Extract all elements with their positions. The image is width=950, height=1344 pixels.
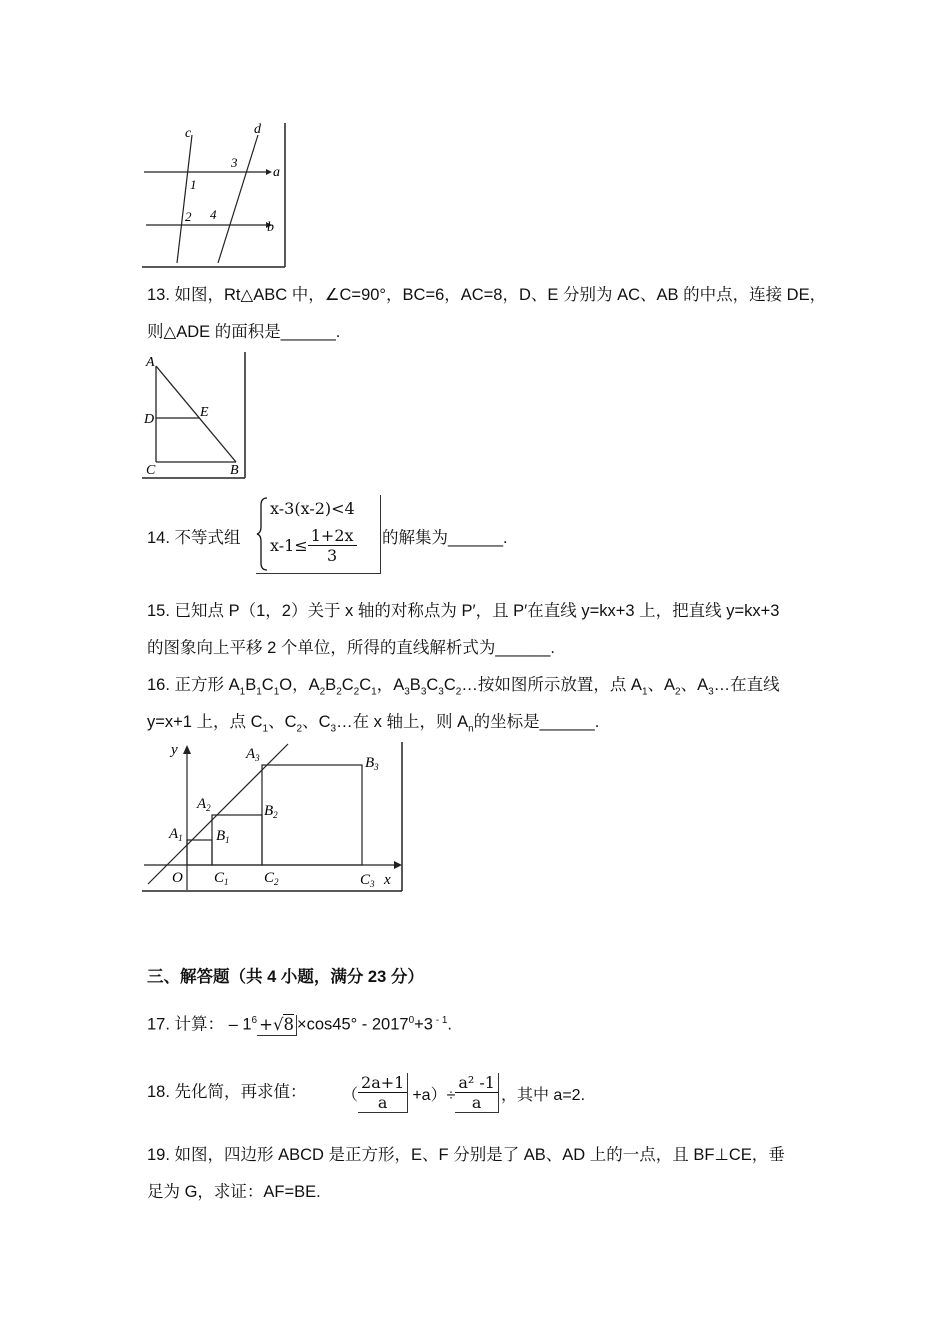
label-B2 — [264, 803, 278, 820]
q16-text-e: 、A — [647, 676, 676, 694]
q17-rest: ×cos45° - 2017 — [296, 1015, 409, 1034]
label-D: D — [144, 412, 155, 427]
q18-prefix: 18. 先化简，再求值： — [147, 1083, 307, 1101]
angle-2: 2 — [185, 209, 192, 224]
q17-radicand: 8 — [283, 1014, 294, 1034]
label-A1 — [168, 826, 183, 843]
q15-line1: 15. 已知点 P（1，2）关于 x 轴的对称点为 P′，且 P′在直线 y=kx+3 上，把直线 y=kx+3 — [147, 602, 780, 620]
label-E: E — [200, 405, 209, 420]
q18-suffix: ，其中 a=2. — [500, 1086, 586, 1104]
q16-text-d: …按如图所示放置，点 A — [461, 676, 642, 694]
q17-exp: 6 — [251, 1015, 258, 1026]
label-b: b — [267, 220, 274, 235]
q18-num1: 2a+1 — [358, 1073, 407, 1093]
label-C2 — [264, 870, 279, 887]
q14-suffix: 的解集为______. — [382, 529, 508, 547]
label-C1 — [214, 870, 229, 887]
label-C3 — [360, 872, 375, 889]
q18-mid: +a）÷ — [412, 1086, 456, 1104]
q17-plus: + — [259, 1014, 273, 1034]
q18-den2: a — [471, 1093, 482, 1112]
q18-fraction2 — [455, 1073, 499, 1113]
triangle-figure — [142, 352, 248, 480]
q16-text-h: y=x+1 上，点 C — [147, 713, 263, 731]
q16-text-j: 、C — [302, 713, 331, 731]
q13-line2: 则△ADE 的面积是______. — [147, 323, 341, 341]
q16-text-l: 的坐标是______. — [473, 713, 600, 731]
q17-prefix: 17. 计算： – 1 — [147, 1015, 252, 1034]
svg-text:B3: $B_3$ — [365, 755, 379, 772]
q19-line2: 足为 G，求证：AF=BE. — [147, 1183, 321, 1201]
svg-text:C1: $C_1$ — [214, 870, 229, 887]
q18-expression: （ $\frac{2a+1}{a}$ +a）÷ $\frac{\text{a² -1}}{a}$ ，其中 a=2. — [342, 1073, 586, 1112]
inequality-system — [256, 495, 381, 574]
q16-text-i: 、C — [268, 713, 297, 731]
q18-den1: a — [377, 1093, 388, 1112]
q14-prefix: 14. 不等式组 — [147, 529, 241, 547]
q17-rest2: +3 — [414, 1015, 433, 1034]
q16-line2: y=x+1 上，点 $C_1$、$C_2$、$C_3\dots$在 x 轴上，则 $A_n$的坐标是______. — [147, 713, 600, 735]
label-A2 — [196, 796, 211, 813]
q16-text-k: …在 x 轴上，则 A — [336, 713, 469, 731]
q19-line1: 19. 如图，四边形 ABCD 是正方形，E、F 分别是了 AB、AD 上的一点，且 BF⊥CE，垂 — [147, 1146, 785, 1164]
q16-text-c: ，A — [376, 676, 405, 694]
q15-line2: 的图象向上平移 2 个单位，所得的直线解析式为______. — [147, 639, 555, 657]
label-A3 — [245, 746, 260, 763]
parallel-lines-figure — [142, 123, 288, 269]
label-B1 — [216, 828, 230, 845]
svg-text:A3: $A_3$ — [246, 746, 260, 763]
section-title: 三、解答题（共 4 小题，满分 23 分） — [147, 968, 424, 986]
q18-fraction1 — [358, 1073, 408, 1113]
label-A: A — [146, 355, 155, 370]
label-O: O — [172, 870, 183, 886]
svg-text:C2: $C_2$ — [264, 870, 279, 887]
squares-figure — [142, 742, 406, 894]
label-a: a — [273, 165, 280, 180]
angle-1: 1 — [190, 177, 197, 192]
svg-text:B1: $B_1$ — [216, 828, 230, 845]
label-c: c — [185, 126, 192, 141]
svg-text:A2: $A_2$ — [197, 796, 211, 813]
angle-3: 3 — [231, 155, 238, 170]
label-d: d — [254, 123, 261, 137]
angle-4: 4 — [210, 207, 217, 222]
q17-end: . — [447, 1015, 453, 1034]
q16-text-a: 16. 正方形 A — [147, 676, 240, 694]
fraction-numerator: 1+2x — [308, 526, 357, 546]
q16-text-f: 、A — [680, 676, 709, 694]
sqrt-icon: √ — [272, 1014, 284, 1034]
label-y: y — [171, 742, 178, 758]
label-x: x — [384, 872, 391, 888]
inequality-row2-left: x-1≤ — [270, 536, 308, 555]
q16-text-g: …在直线 — [713, 676, 780, 694]
inequality-fraction — [308, 526, 357, 565]
inequality-row1: x-3(x-2)<4 — [270, 499, 355, 518]
q17 — [147, 1011, 452, 1036]
q17-expm1: - 1 — [432, 1015, 448, 1026]
svg-text:A1: $A_1$ — [169, 826, 183, 843]
svg-text:B2: $B_2$ — [264, 803, 278, 820]
fraction-denominator: 3 — [327, 546, 338, 565]
label-C: C — [146, 463, 156, 478]
q17-root-box — [257, 1015, 297, 1036]
q16-text-b: ，A — [292, 676, 320, 694]
label-B: B — [230, 463, 239, 478]
q18-num2: a² -1 — [455, 1073, 498, 1093]
q13-line1: 13. 如图，Rt△ABC 中，∠C=90°，BC=6，AC=8，D、E 分别为 AC、AB 的中点，连接 DE， — [147, 286, 827, 304]
q16-line1: 16. 正方形 $A_1B_1C_1O$，$A_2B_2C_2C_1$，$A_3B_3C_3C_2\dots$按如图所示放置，点 $A_1$、$A_2$、$A_3\dots$在直线 — [147, 676, 780, 698]
svg-text:C3: $C_3$ — [360, 872, 375, 889]
label-B3 — [365, 755, 379, 772]
q17-exp0: 0 — [408, 1015, 415, 1026]
